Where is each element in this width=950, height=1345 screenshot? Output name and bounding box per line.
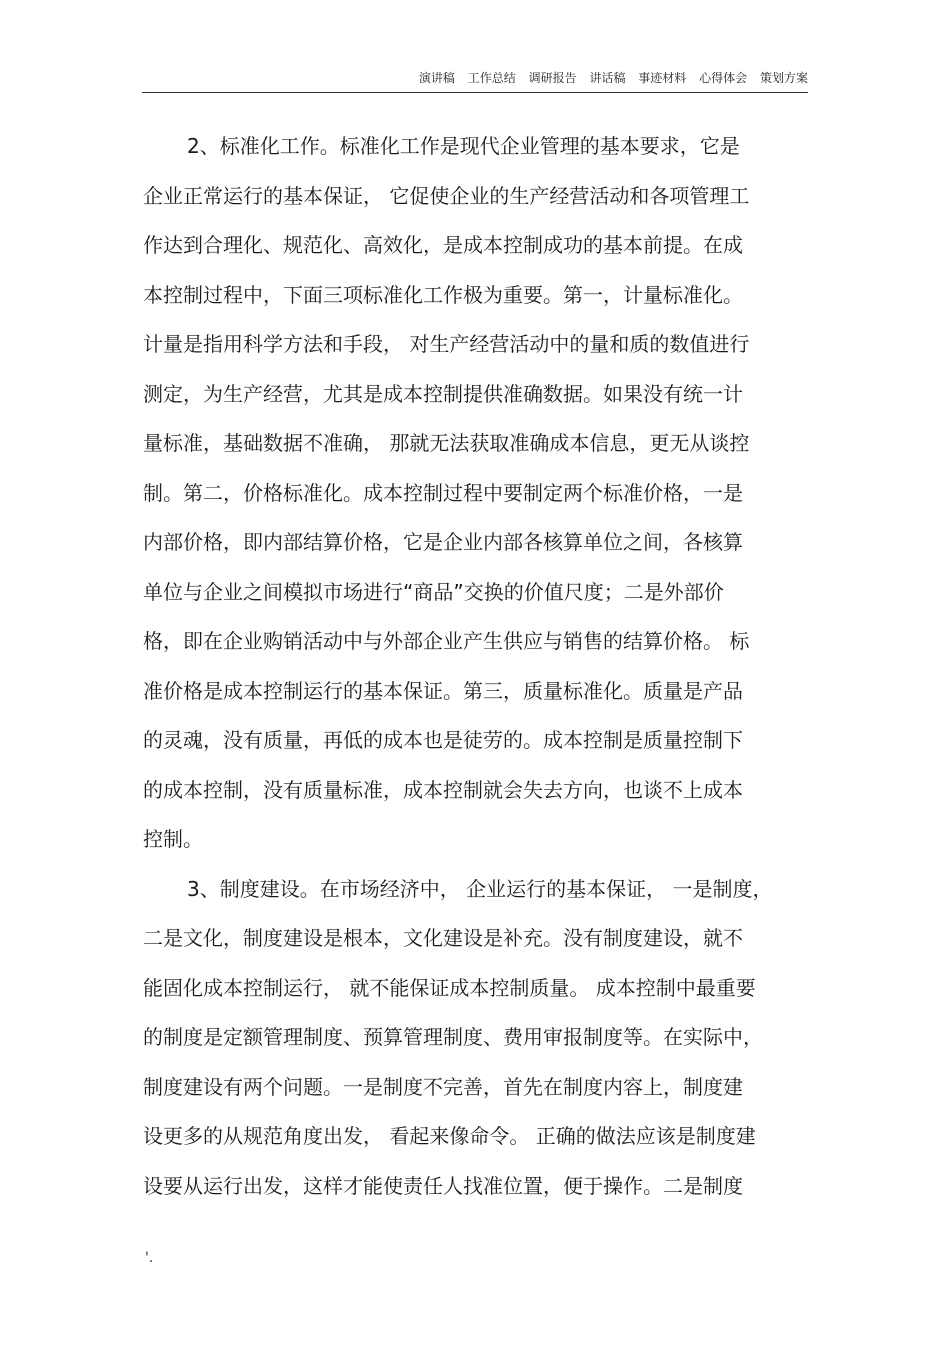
header-item-deeds: 事迹材料 bbox=[638, 71, 687, 85]
paragraph-line: 设要从运行出发，这样才能使责任人找准位置，便于操作。二是制度 bbox=[143, 1173, 743, 1198]
document-body bbox=[143, 122, 808, 1211]
paragraph-line: 制度建设有两个问题。一是制度不完善，首先在制度内容上，制度建 bbox=[143, 1074, 743, 1099]
header-item-talk-draft: 讲话稿 bbox=[589, 71, 626, 85]
paragraph-line: 准价格是成本控制运行的基本保证。第三，质量标准化。质量是产品 bbox=[143, 678, 743, 703]
header-item-plan: 策划方案 bbox=[759, 71, 808, 85]
paragraph-line: 能固化成本控制运行， 就不能保证成本控制质量。 成本控制中最重要 bbox=[143, 975, 756, 1000]
paragraph-line: 二是文化，制度建设是根本，文化建设是补充。没有制度建设，就不 bbox=[143, 926, 743, 950]
paragraph-line: 计量是指用科学方法和手段， 对生产经营活动中的量和质的数值进行 bbox=[143, 332, 750, 356]
paragraph-line: 制。第二，价格标准化。成本控制过程中要制定两个标准价格，一是 bbox=[143, 480, 743, 505]
paragraph-line: 设更多的从规范角度出发， 看起来像命令。 正确的做法应该是制度建 bbox=[143, 1124, 756, 1148]
paragraph-line: 本控制过程中，下面三项标准化工作极为重要。第一，计量标准化。 bbox=[143, 282, 743, 307]
paragraph-line: 单位与企业之间模拟市场进行“商品”交换的价值尺度；二是外部价 bbox=[143, 579, 724, 604]
header-item-research-report: 调研报告 bbox=[528, 71, 577, 85]
paragraph-line: 的灵魂，没有质量，再低的成本也是徒劳的。成本控制是质量控制下 bbox=[143, 728, 743, 752]
paragraph-line: 作达到合理化、规范化、高效化，是成本控制成功的基本前提。在成 bbox=[143, 233, 743, 257]
header-item-work-summary: 工作总结 bbox=[467, 71, 516, 85]
header-item-speech: 演讲稿 bbox=[418, 71, 455, 85]
page-header bbox=[142, 68, 808, 93]
header-item-reflections: 心得体会 bbox=[699, 71, 748, 85]
paragraph-line: 内部价格，即内部结算价格，它是企业内部各核算单位之间，各核算 bbox=[143, 530, 743, 554]
paragraph-line: 控制。 bbox=[143, 827, 203, 851]
paragraph-line: 格，即在企业购销活动中与外部企业产生供应与销售的结算价格。 标 bbox=[143, 629, 750, 653]
paragraph-line: 企业正常运行的基本保证， 它促使企业的生产经营活动和各项管理工 bbox=[143, 183, 750, 208]
paragraph-line: 测定，为生产经营，尤其是成本控制提供准确数据。如果没有统一计 bbox=[143, 381, 743, 406]
paragraph-line: 3、制度建设。在市场经济中， 企业运行的基本保证， 一是制度， bbox=[187, 876, 773, 901]
paragraph-line: 的成本控制，没有质量标准，成本控制就会失去方向，也谈不上成本 bbox=[143, 777, 743, 802]
paragraph-line: 2、标准化工作。标准化工作是现代企业管理的基本要求，它是 bbox=[187, 134, 740, 158]
footer-mark: '. bbox=[145, 1250, 154, 1266]
paragraph-line: 量标准，基础数据不准确， 那就无法获取准确成本信息，更无从谈控 bbox=[143, 431, 750, 455]
paragraph-line: 的制度是定额管理制度、预算管理制度、费用审报制度等。在实际中， bbox=[143, 1025, 763, 1049]
